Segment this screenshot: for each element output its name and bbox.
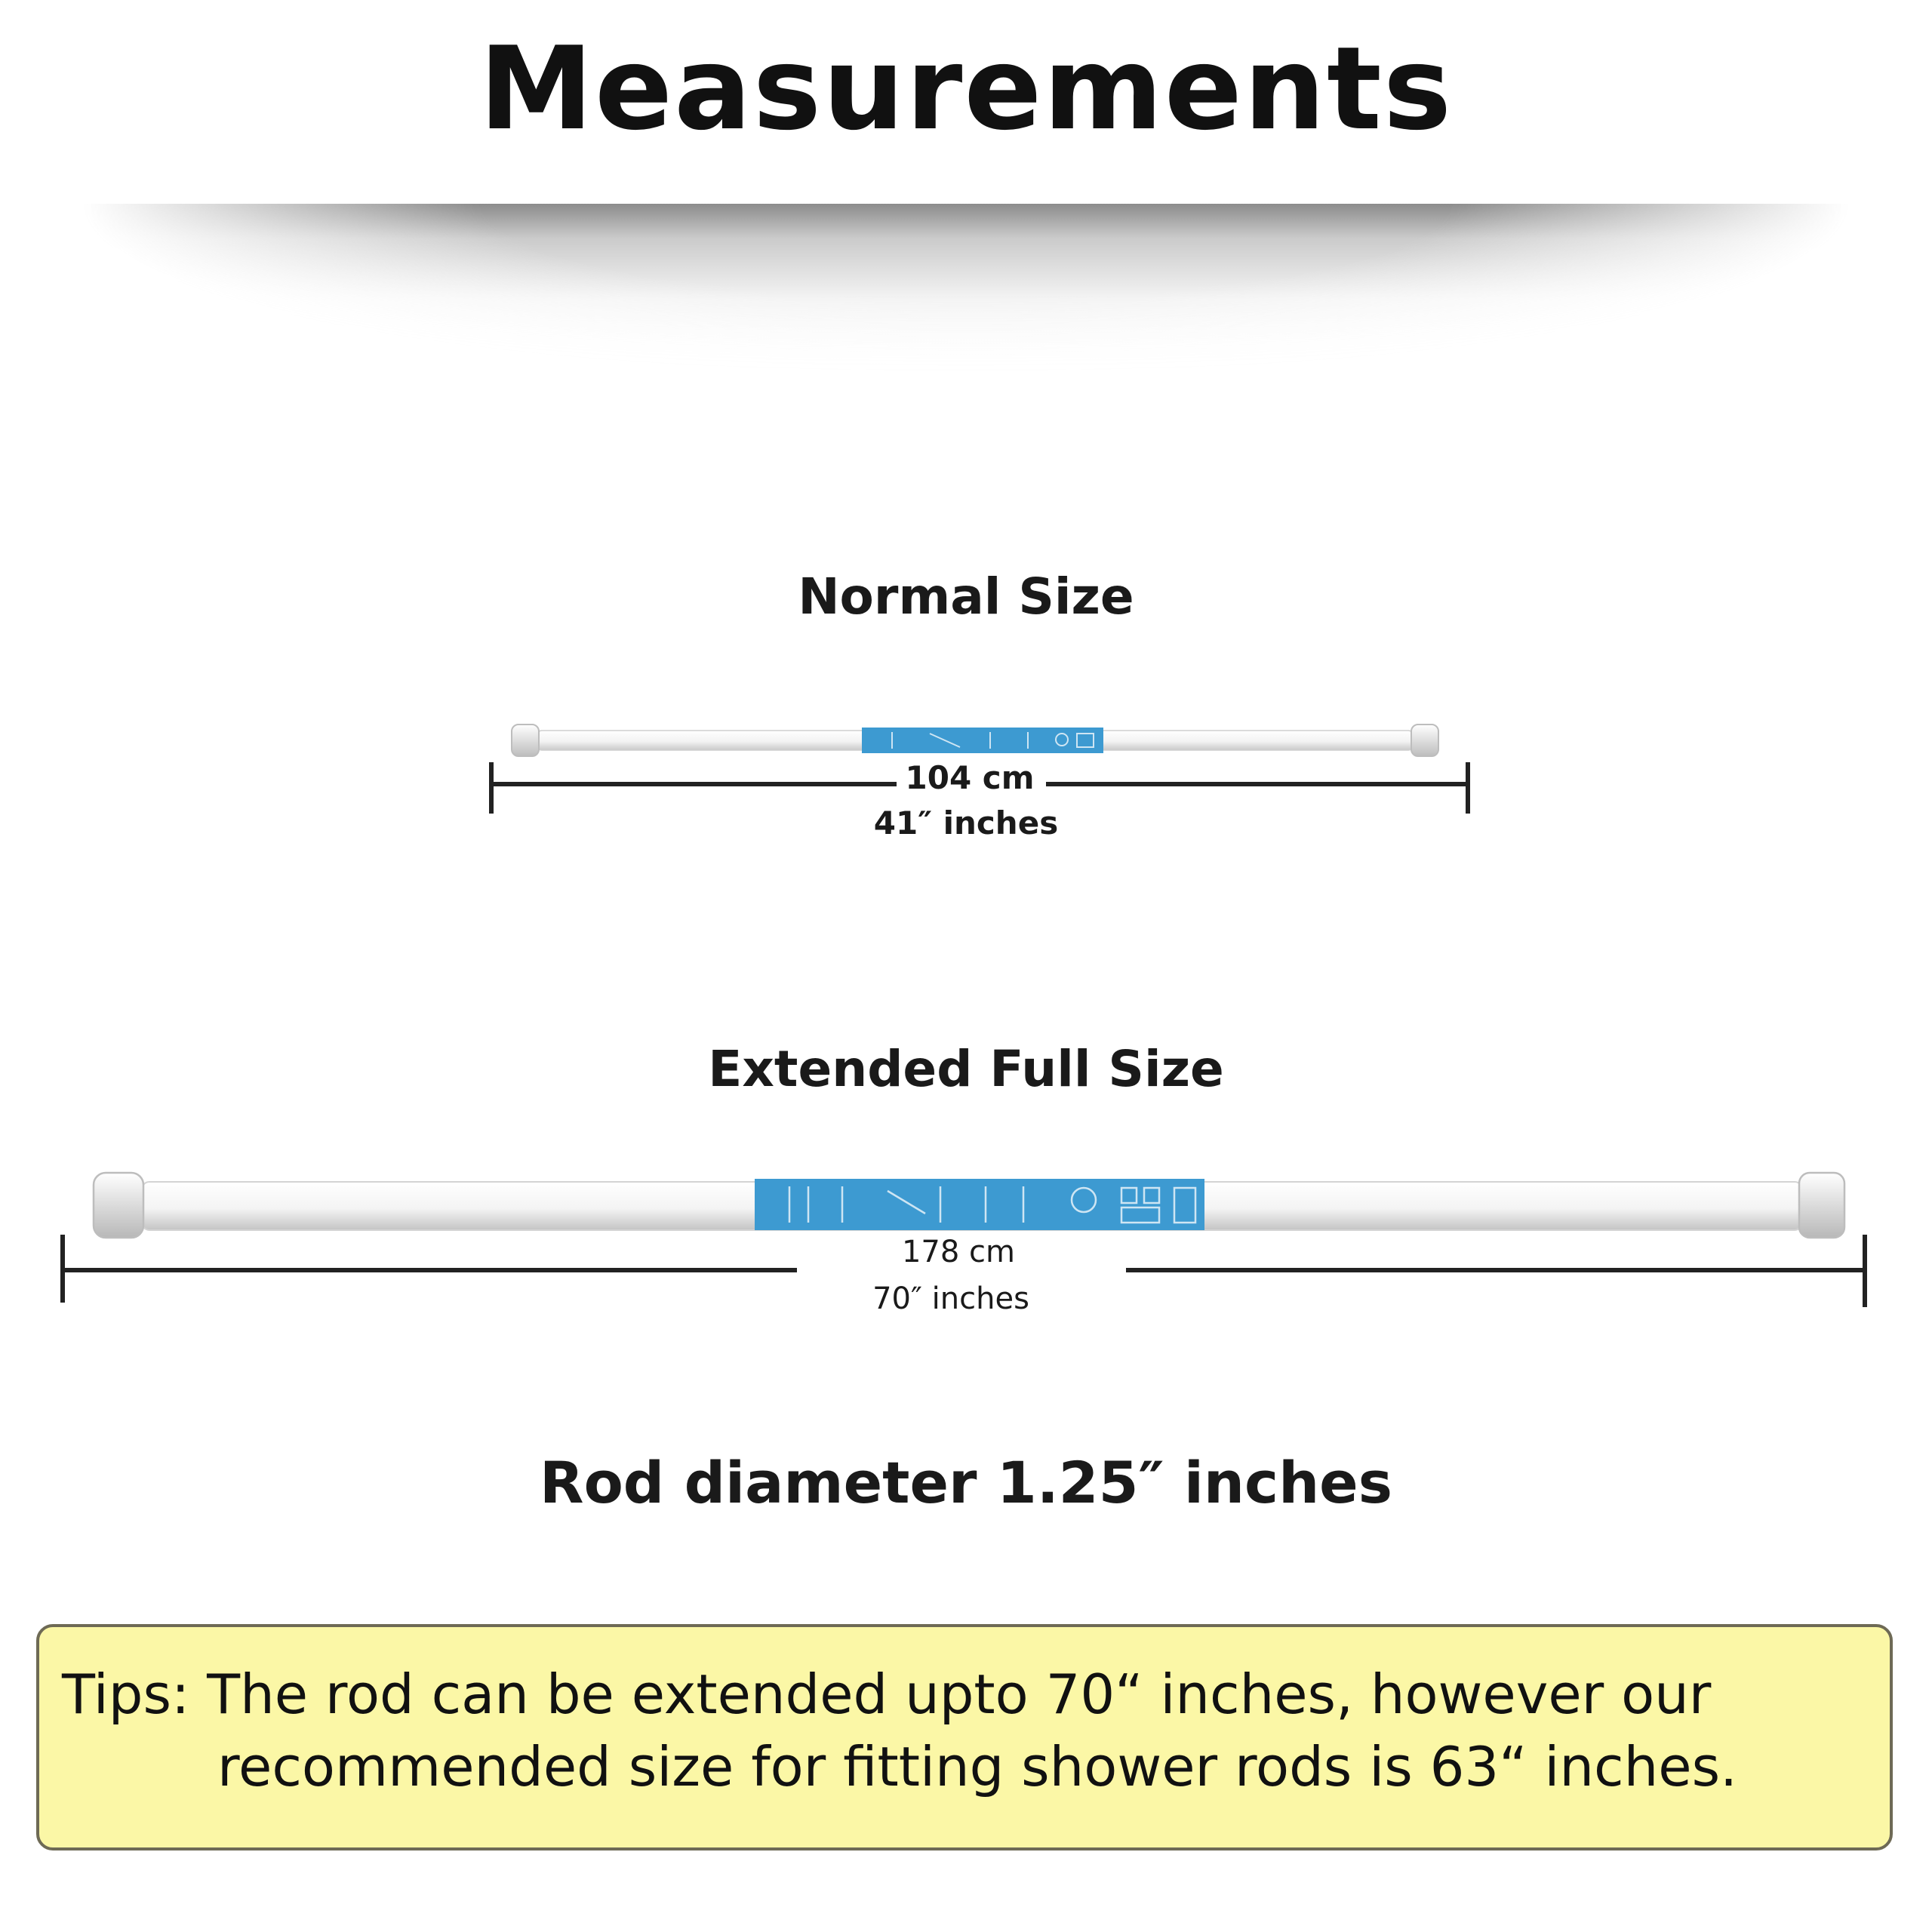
normal-rod-image [507, 717, 1443, 762]
tips-line-1: Tips: The rod can be extended upto 70“ inches, however our [62, 1663, 1712, 1726]
normal-length-cm: 104 cm [905, 759, 1035, 796]
extended-length-cm: 178 cm [901, 1235, 1016, 1269]
normal-left-line [489, 782, 897, 786]
tips-box [36, 1624, 1893, 1850]
normal-right-tick [1466, 762, 1470, 814]
extended-right-line [1126, 1268, 1867, 1272]
normal-left-tick [489, 762, 494, 814]
extended-length-inches: 70″ inches [872, 1281, 1029, 1316]
extended-left-line [60, 1268, 797, 1272]
extended-rod-image [88, 1168, 1846, 1244]
extended-size-heading: Extended Full Size [708, 1040, 1224, 1098]
normal-size-heading: Normal Size [798, 568, 1134, 626]
extended-right-tick [1863, 1235, 1867, 1307]
normal-length-inches: 41″ inches [873, 804, 1059, 841]
tips-line-2: recommended size for fitting shower rods is 63“ inches. [217, 1735, 1737, 1798]
normal-right-line [1046, 782, 1470, 786]
rod-diameter-text: Rod diameter 1.25″ inches [540, 1449, 1392, 1516]
page-title: Measurements [478, 22, 1454, 155]
title-shadow-divider [83, 204, 1849, 377]
